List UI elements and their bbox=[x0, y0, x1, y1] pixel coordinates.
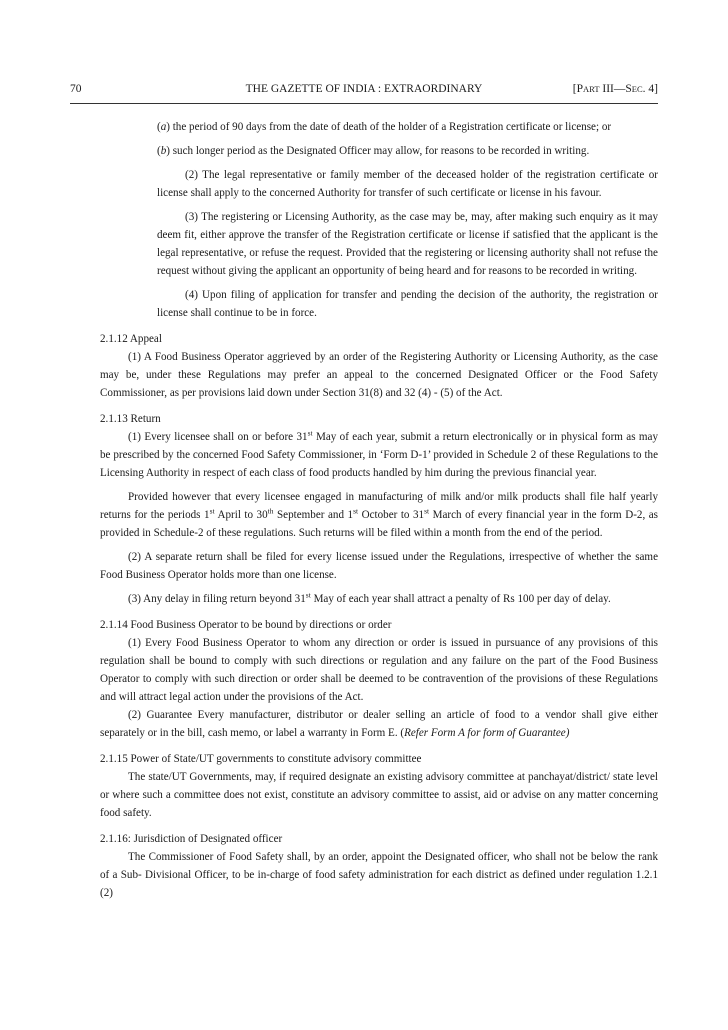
page-body bbox=[100, 118, 658, 902]
section-2-1-13-heading: 2.1.13 Return bbox=[100, 413, 161, 425]
paragraph-4: (4) Upon filing of application for transfer and pending the decision of the authority, the registration or license shall continue to be in force. bbox=[157, 289, 658, 319]
section-2-1-16-heading: 2.1.16: Jurisdiction of Designated officer bbox=[100, 833, 283, 845]
section-2-1-13-para-1: (1) Every licensee shall on or before 31st May of each year, submit a return electronically or in physical form as may be prescribed by the concerned Food Safety Commissioner, in ‘Form D-1’ provided in Schedule 2 of these Regulations to the Licensing Authority in respect of each class of food products handled by him during the previous financial year. bbox=[100, 428, 658, 479]
section-2-1-13-para-3: (3) Any delay in filing return beyond 31st May of each year shall attract a penalty of Rs 100 per day of delay. bbox=[128, 590, 611, 605]
paragraph-3: (3) The registering or Licensing Authority, as the case may be, may, after making such enquiry as it may deem fit, either approve the transfer of the Registration certificate or license if satisfied that the applicant is the legal representative, or refuse the request. Provided that the registering or licensing authority shall not refuse the request without giving the applicant an opportunity of being heard and for reasons to be recorded in writing. bbox=[157, 211, 658, 277]
paragraph-2: (2) The legal representative or family member of the deceased holder of the registration certificate or license shall apply to the concerned Authority for transfer of such certificate or license in his favour. bbox=[157, 169, 658, 199]
page-number: 70 bbox=[70, 83, 82, 95]
section-2-1-12-para-1: (1) A Food Business Operator aggrieved by an order of the Registering Authority or Licensing Authority, as the case may be, under these Regulations may prefer an appeal to the concerned Designated Officer or the Food Safety Commissioner, as per provisions laid down under Section 31(8) and 32 (4) - (5) of the Act. bbox=[100, 351, 658, 399]
clause-b: (b) such longer period as the Designated Officer may allow, for reasons to be recorded in writing. bbox=[157, 145, 590, 157]
section-2-1-14-heading: 2.1.14 Food Business Operator to be bound by directions or order bbox=[100, 619, 392, 631]
section-2-1-13-proviso: Provided however that every licensee engaged in manufacturing of milk and/or milk products shall file half yearly returns for the periods 1st April to 30th September and 1st October to 31st March of every financial year in the form D-2, as provided in Schedule-2 of these regulations. Such returns will be filed within a month from the end of the period. bbox=[100, 491, 658, 539]
part-section-label: [PART III—SEC. 4] bbox=[572, 83, 658, 95]
section-2-1-14-para-2: (2) Guarantee Every manufacturer, distributor or dealer selling an article of food to a vendor shall give either separately or in the bill, cash memo, or label a warranty in Form E. (Refer Form A for form of Guarantee) bbox=[100, 709, 658, 739]
header-rule bbox=[70, 103, 658, 104]
section-2-1-13-para-2: (2) A separate return shall be filed for every license issued under the Regulations, irrespective of whether the same Food Business Operator holds more than one license. bbox=[100, 551, 658, 581]
page-header bbox=[70, 83, 658, 99]
section-2-1-15-para-1: The state/UT Governments, may, if required designate an existing advisory committee at panchayat/district/ state level or where such a committee does not exist, constitute an advisory committee to assist, aid or advise on any matter concerning food safety. bbox=[100, 771, 658, 819]
section-2-1-15-heading: 2.1.15 Power of State/UT governments to constitute advisory committee bbox=[100, 753, 422, 765]
section-2-1-14-para-1: (1) Every Food Business Operator to whom any direction or order is issued in pursuance of any provisions of this regulation shall be bound to comply with such directions or regulation and any failure on the part of the Food Business Operator to comply with such direction or order shall be deemed to be contravention of the provisions of these Regulations and will attract legal action under the provisions of the Act. bbox=[100, 637, 658, 703]
clause-a: (a) the period of 90 days from the date of death of the holder of a Registration certificate or license; or bbox=[157, 121, 612, 133]
section-2-1-12-heading: 2.1.12 Appeal bbox=[100, 333, 162, 345]
gazette-title: THE GAZETTE OF INDIA : EXTRAORDINARY bbox=[245, 83, 483, 95]
section-2-1-16-para-1: The Commissioner of Food Safety shall, by an order, appoint the Designated officer, who shall not be below the rank of a Sub- Divisional Officer, to be in-charge of food safety administration for each district as defined under regulation 1.2.1 (2) bbox=[100, 851, 658, 899]
